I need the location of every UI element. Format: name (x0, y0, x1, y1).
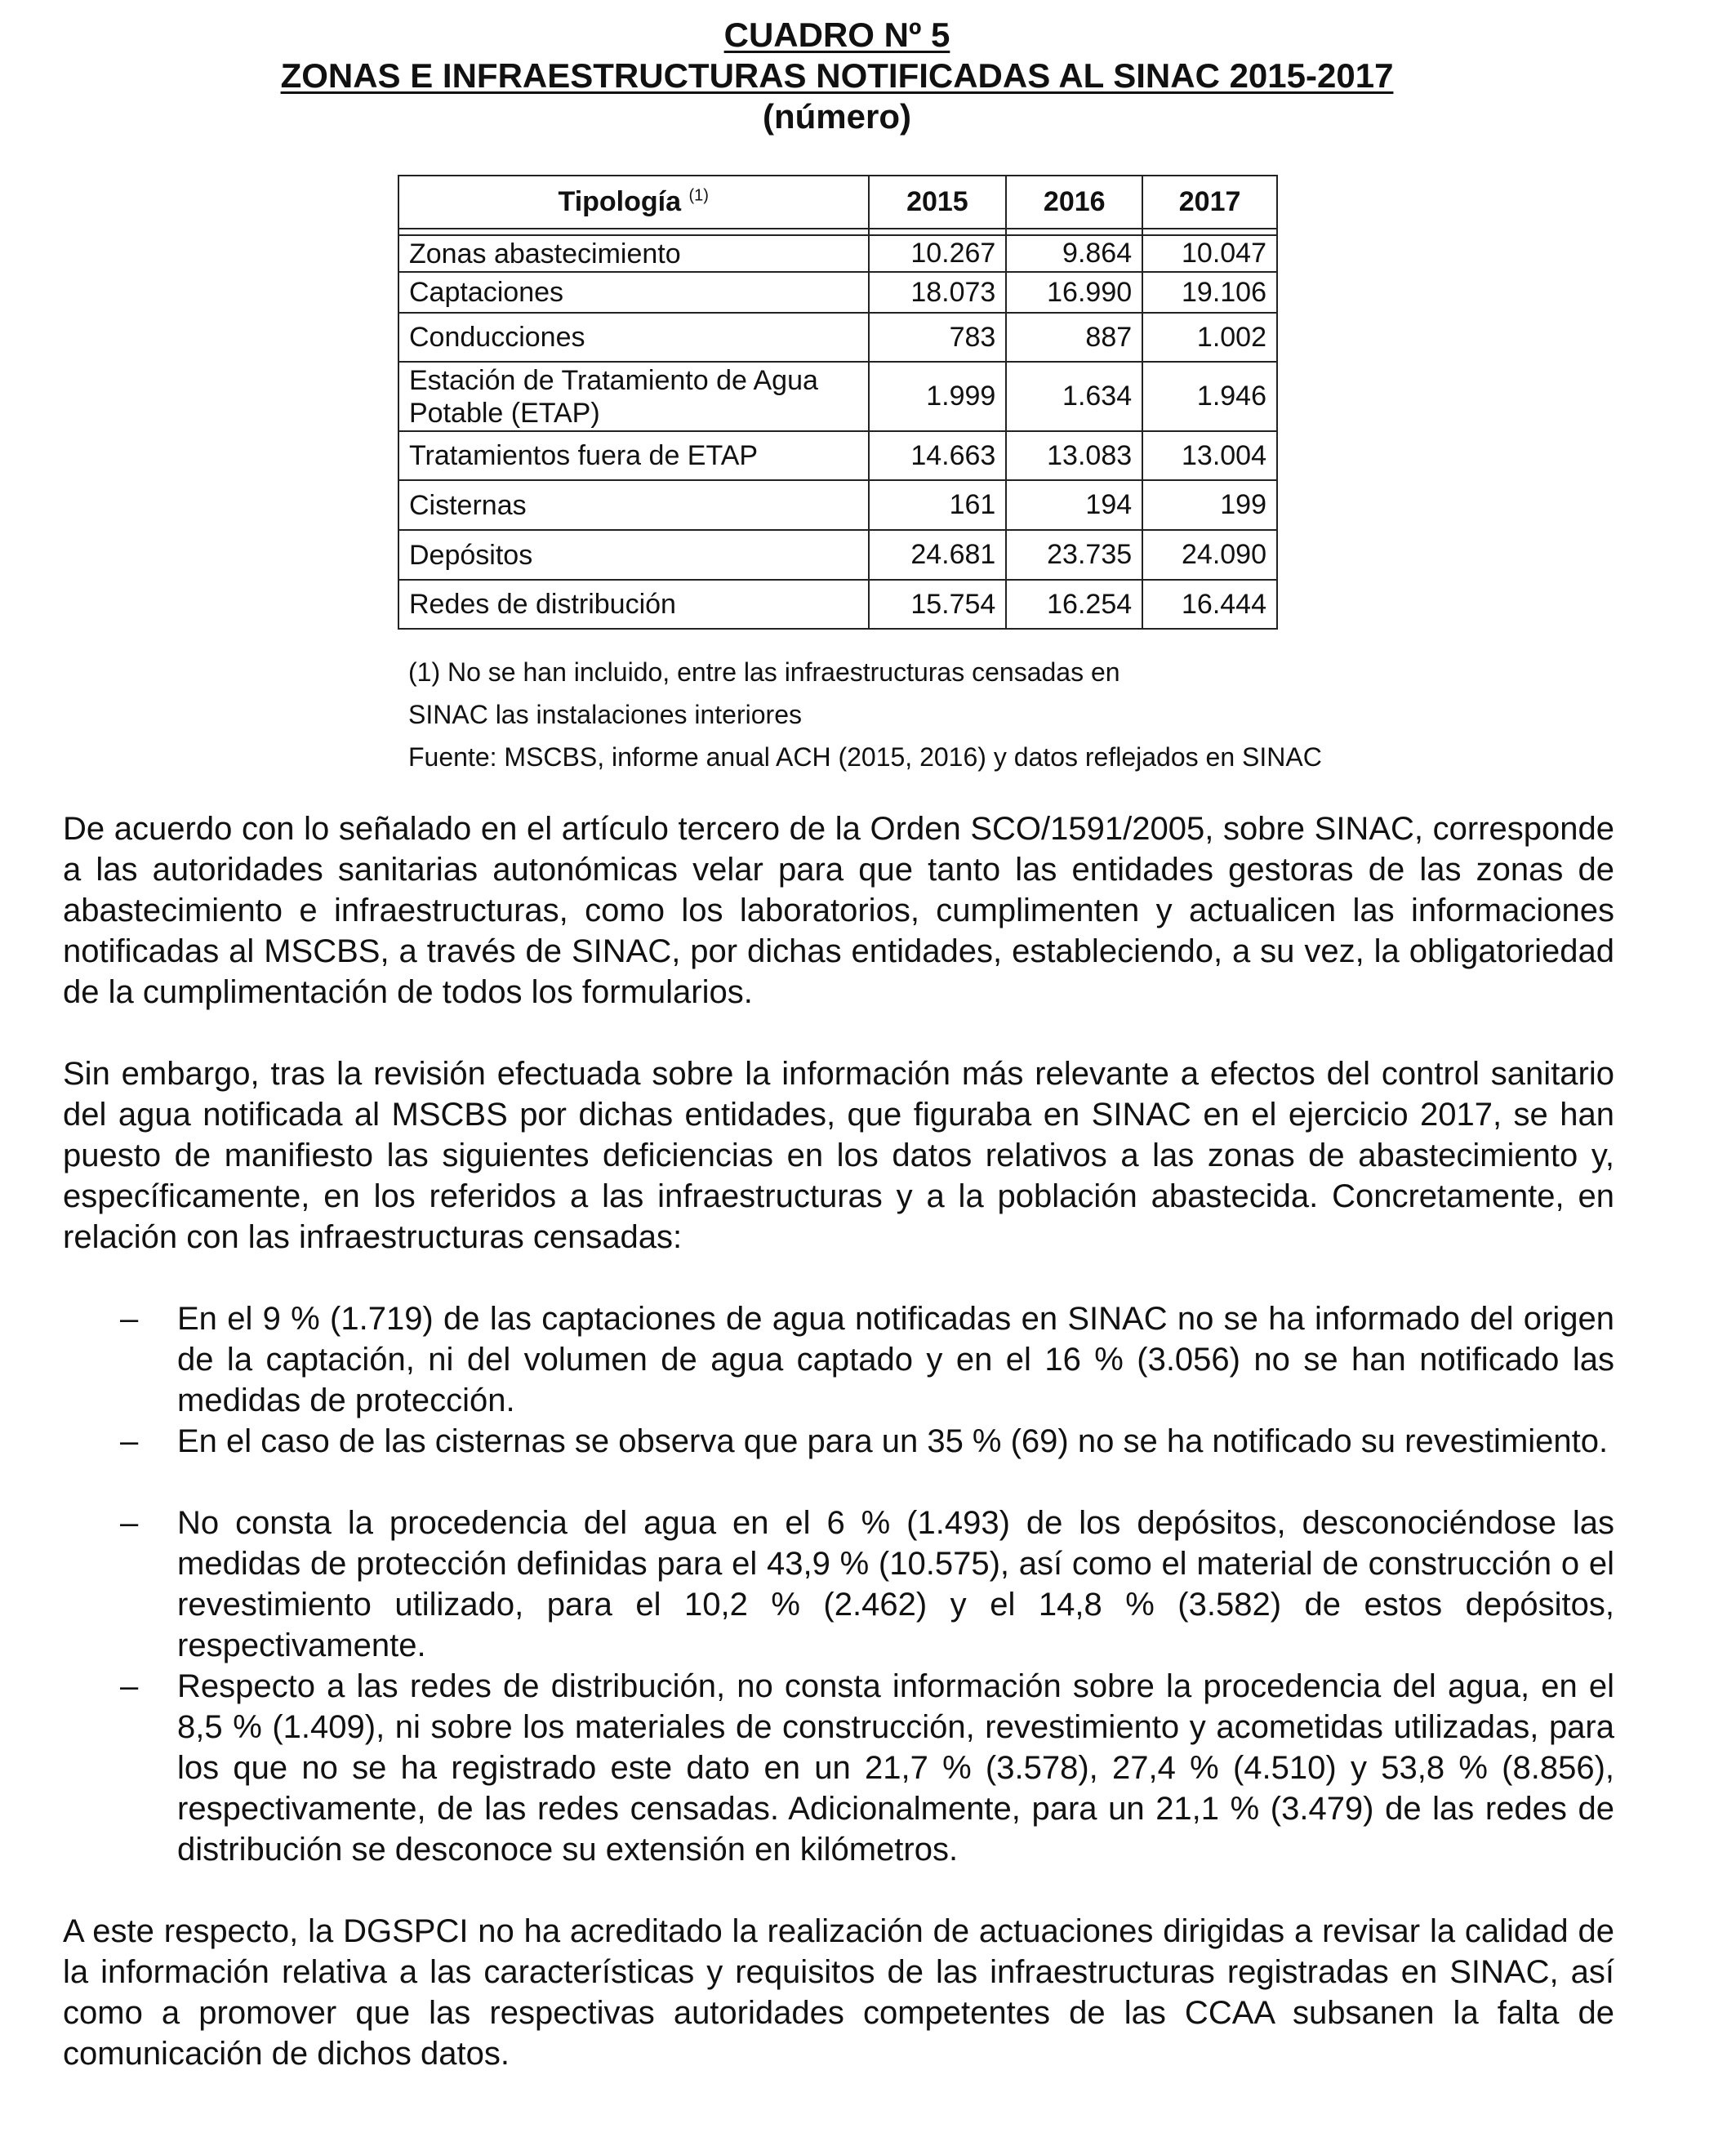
infrastructure-table (398, 175, 1278, 630)
list-item (63, 1666, 1614, 1870)
cell-value: 16.990 (1006, 272, 1142, 313)
cell-value: 9.864 (1006, 235, 1142, 272)
table-notes (408, 651, 1470, 778)
cell-value: 1.999 (869, 362, 1007, 431)
row-label: Cisternas (398, 480, 869, 530)
table-number-title: CUADRO Nº 5 (723, 16, 950, 54)
paragraph: A este respecto, la DGSPCI no ha acreditado la realización de actuaciones dirigidas a revisar la calidad de la información relativa a las características y requisitos de las infraestructuras registradas en SINAC, así como a promover que las respectivas autoridades competentes de las CCAA subsanen la falta de comunicación de dichos datos. (63, 1913, 1614, 2072)
cell-value: 13.083 (1006, 431, 1142, 480)
cell-value: 19.106 (1142, 272, 1277, 313)
cell-value: 1.002 (1142, 313, 1277, 362)
table-row (398, 235, 1277, 272)
source-note: Fuente: MSCBS, informe anual ACH (2015, 2016) y datos reflejados en SINAC (408, 742, 1322, 772)
cell-value: 15.754 (869, 580, 1007, 629)
paragraph: Sin embargo, tras la revisión efectuada sobre la información más relevante a efectos del control sanitario del agua notificada al MSCBS por dichas entidades, que figuraba en SINAC en el ejercicio 2017, se han puesto de manifiesto las siguientes deficiencias en los datos relativos a las zonas de abastecimiento y, específicamente, en los referidos a las infraestructuras y a la población abastecida. Concretamente, en relación con las infraestructuras censadas: (63, 1056, 1614, 1255)
cell-value: 10.047 (1142, 235, 1277, 272)
cell-value: 24.681 (869, 530, 1007, 580)
row-label: Captaciones (398, 272, 869, 313)
dash-bullet: – (120, 1668, 139, 1704)
dash-bullet: – (120, 1505, 139, 1541)
table-row (398, 530, 1277, 580)
table-row (398, 272, 1277, 313)
table-unit: (número) (763, 97, 911, 136)
row-label: Conducciones (398, 313, 869, 362)
list-item-text: En el 9 % (1.719) de las captaciones de agua notificadas en SINAC no se ha informado del origen de la captación, ni del volumen de agua captado y en el 16 % (3.056) no se han notificado las medidas de protección. (177, 1301, 1614, 1418)
row-label: Redes de distribución (398, 580, 869, 629)
header-tipologia: Tipología $^{(1)}$ (398, 176, 869, 229)
header-year: 2015 (869, 176, 1007, 229)
list-item (63, 1421, 1614, 1462)
list-item (63, 1298, 1614, 1421)
row-label: Estación de Tratamiento de Agua Potable (ETAP) (398, 362, 869, 431)
cell-value: 18.073 (869, 272, 1007, 313)
cell-value: 887 (1006, 313, 1142, 362)
table-row (398, 480, 1277, 530)
list-item-text: No consta la procedencia del agua en el 6 % (1.493) de los depósitos, desconociéndose las medidas de protección definidas para el 43,9 % (10.575), así como el material de construcción o el revestimiento utilizado, para el 10,2 % (2.462) y el 14,8 % (3.582) de estos depósitos, respectivamente. (177, 1505, 1614, 1663)
footnote-ref: (1) (688, 186, 709, 205)
table-row (398, 431, 1277, 480)
cell-value: 13.004 (1142, 431, 1277, 480)
cell-value: 23.735 (1006, 530, 1142, 580)
paragraph: De acuerdo con lo señalado en el artículo tercero de la Orden SCO/1591/2005, sobre SINAC, corresponde a las autoridades sanitarias autonómicas velar para que tanto las entidades gestoras de las zonas de abastecimiento e infraestructuras, como los laboratorios, cumplimenten y actualicen las informaciones notificadas al MSCBS, a través de SINAC, por dichas entidades, estableciendo, a su vez, la obligatoriedad de la cumplimentación de todos los formularios. (63, 811, 1614, 1010)
footnote-line: (1) No se han incluido, entre las infraestructuras censadas en (408, 657, 1120, 687)
list-item-text: Respecto a las redes de distribución, no consta información sobre la procedencia del agua, en el 8,5 % (1.409), ni sobre los materiales de construcción, revestimiento y acometidas utilizadas, para los que no se ha registrado este dato en un 21,7 % (3.578), 27,4 % (4.510) y 53,8 % (8.856), respectivamente, de las redes censadas. Adicionalmente, para un 21,1 % (3.479) de las redes de distribución se desconoce su extensión en kilómetros. (177, 1668, 1614, 1868)
cell-value: 14.663 (869, 431, 1007, 480)
cell-value: 1.946 (1142, 362, 1277, 431)
row-label: Depósitos (398, 530, 869, 580)
row-label: Tratamientos fuera de ETAP (398, 431, 869, 480)
cell-value: 1.634 (1006, 362, 1142, 431)
cell-value: 24.090 (1142, 530, 1277, 580)
table-row (398, 362, 1277, 431)
table-row (398, 580, 1277, 629)
document-title (0, 15, 1674, 137)
cell-value: 199 (1142, 480, 1277, 530)
row-label: Zonas abastecimiento (398, 235, 869, 272)
footnote-line: SINAC las instalaciones interiores (408, 700, 802, 729)
header-year: 2016 (1006, 176, 1142, 229)
cell-value: 16.254 (1006, 580, 1142, 629)
table-heading: ZONAS E INFRAESTRUCTURAS NOTIFICADAS AL SINAC 2015-2017 (280, 56, 1394, 95)
list-item-text: En el caso de las cisternas se observa que para un 35 % (69) no se ha notificado su revestimiento. (177, 1423, 1609, 1459)
dash-bullet: – (120, 1423, 139, 1459)
cell-value: 194 (1006, 480, 1142, 530)
header-year: 2017 (1142, 176, 1277, 229)
cell-value: 783 (869, 313, 1007, 362)
cell-value: 16.444 (1142, 580, 1277, 629)
cell-value: 10.267 (869, 235, 1007, 272)
table-row (398, 313, 1277, 362)
dash-bullet: – (120, 1301, 139, 1337)
list-item (63, 1503, 1614, 1666)
table-header-row (398, 176, 1277, 229)
cell-value: 161 (869, 480, 1007, 530)
